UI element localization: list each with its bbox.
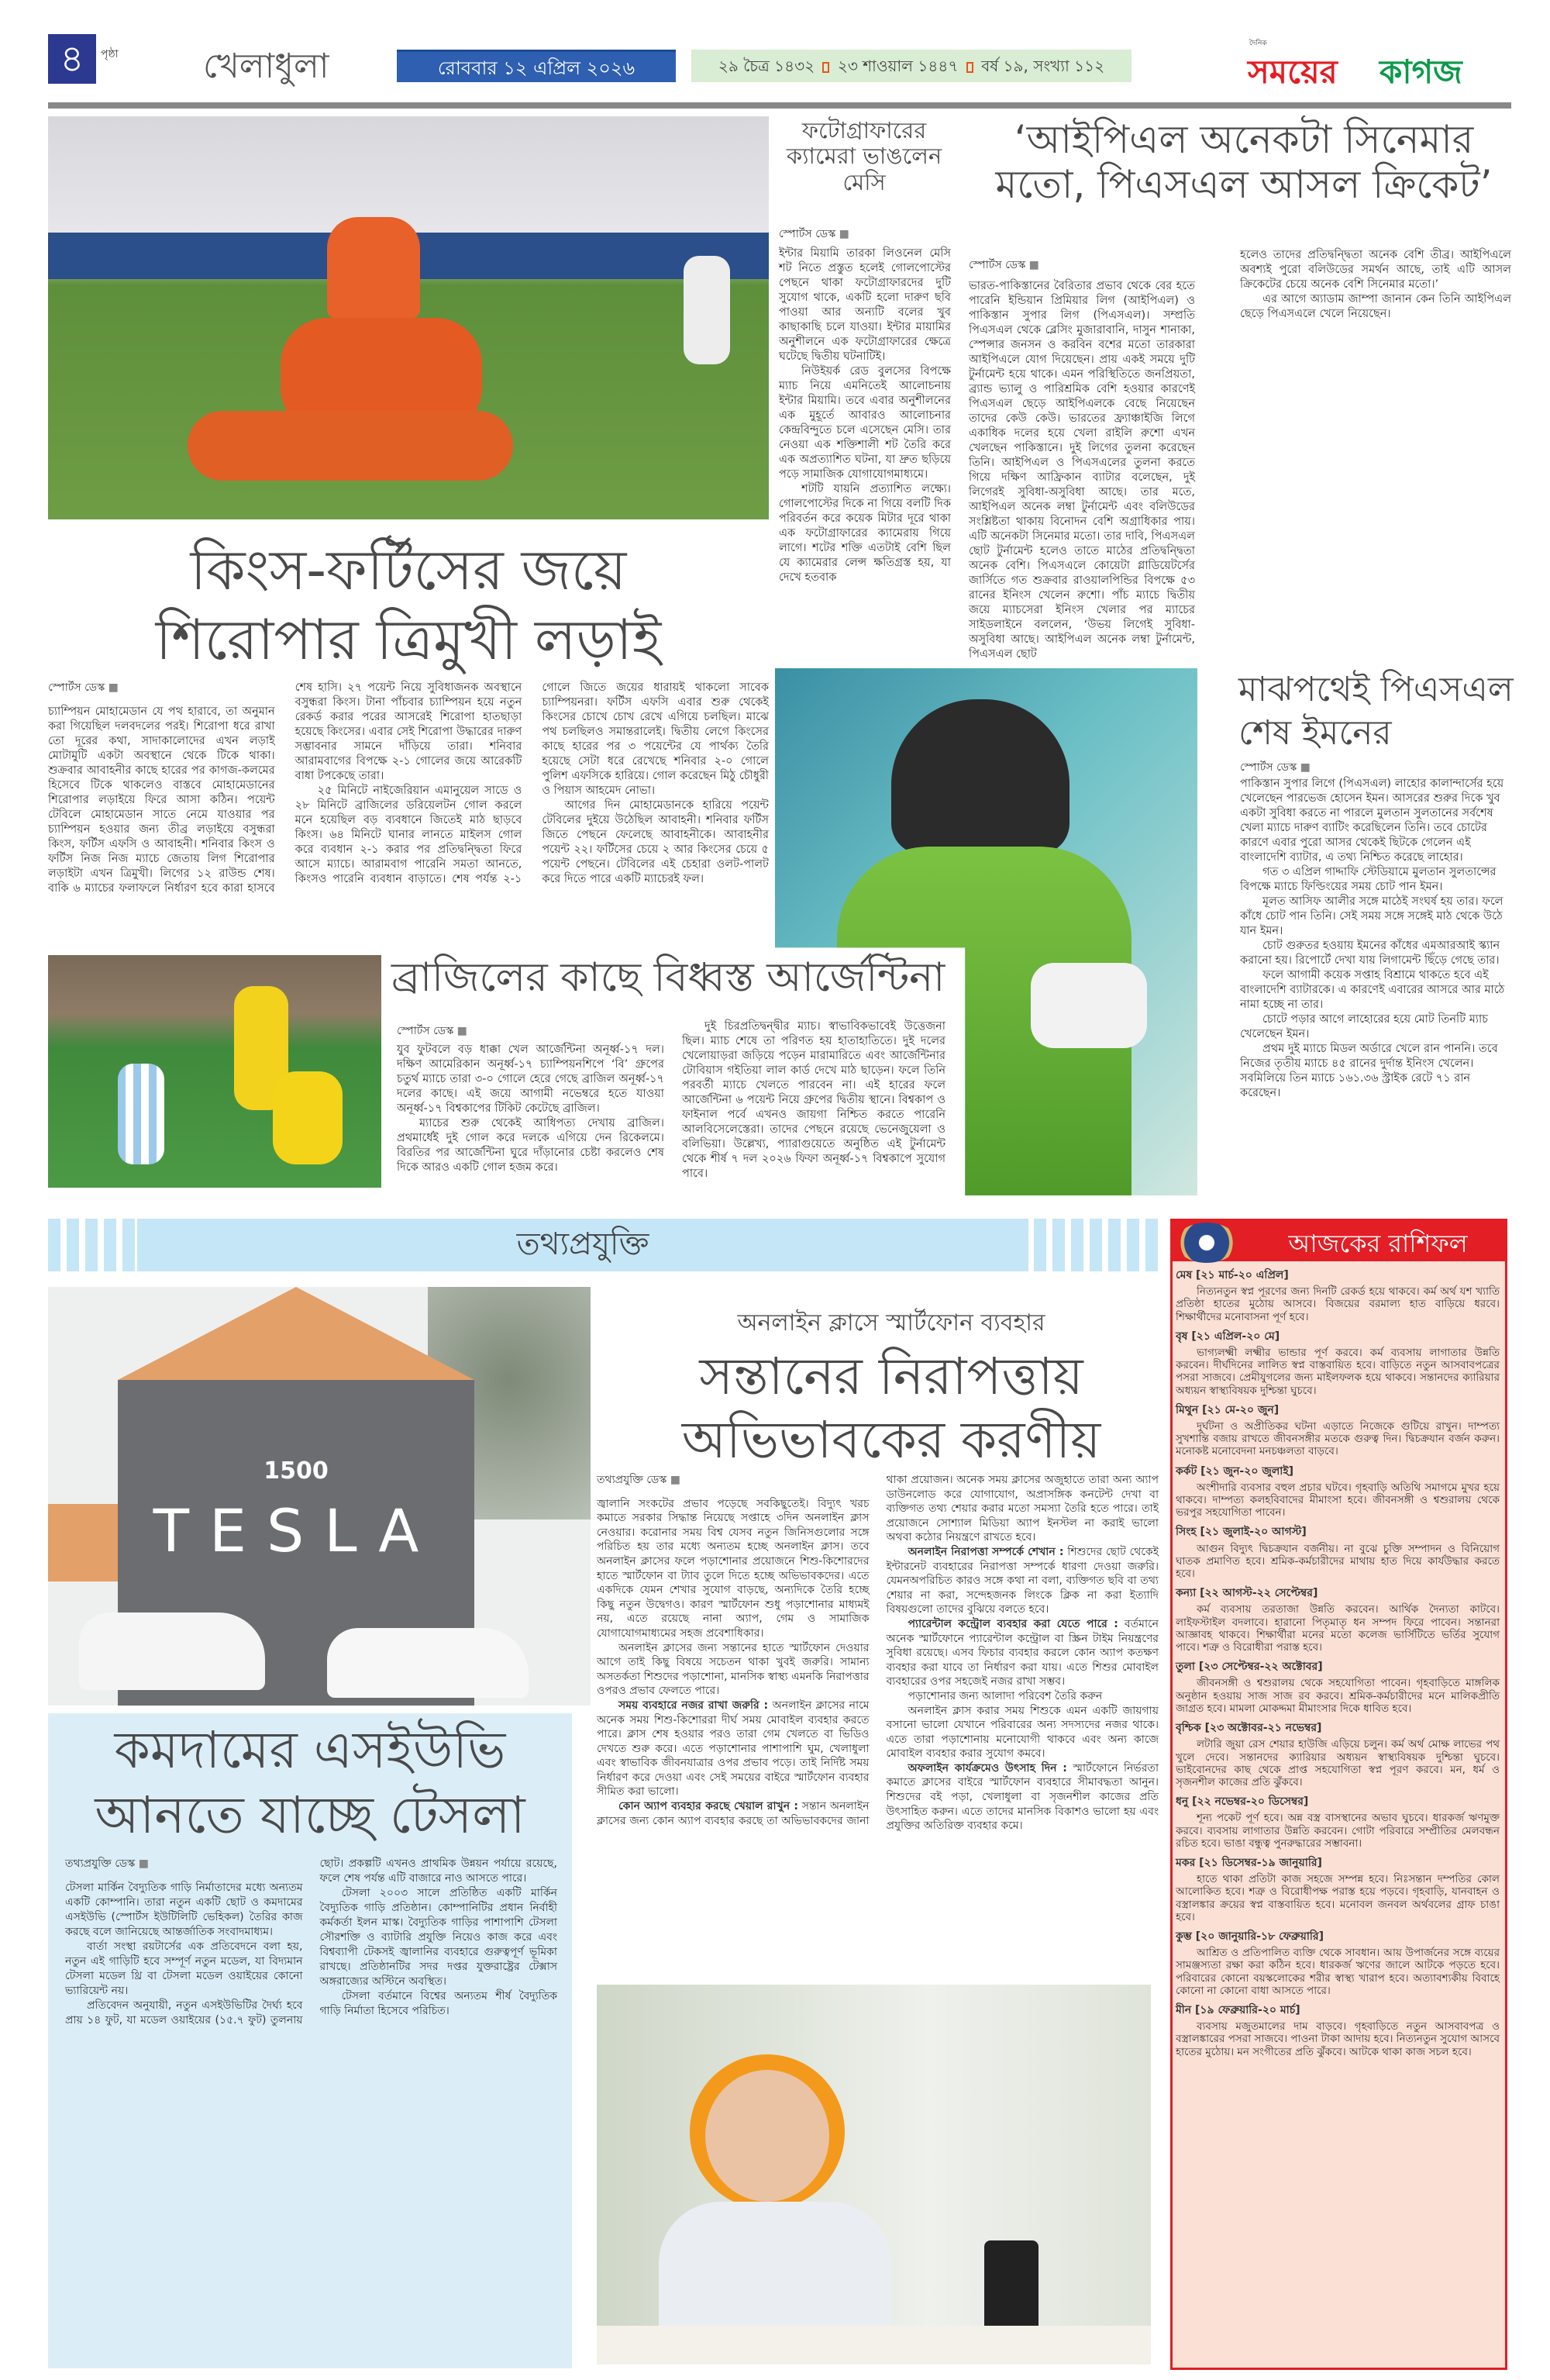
issue-box [691, 50, 1132, 82]
zodiac-sign-name: তুলা [২৩ সেপ্টেম্বর-২২ অক্টোবর] [1176, 1661, 1323, 1674]
paragraph: এর আগে অ্যাডাম জাম্পা জানান কেন তিনি আইপিএল ছেড়ে পিএসএলে খেলে নিয়েছেন। [1240, 293, 1511, 320]
child-safety-kicker: অনলাইন ক্লাসে স্মার্টফোন ব্যবহার [737, 1309, 1045, 1337]
tesla-headline-line2: আনতে যাচ্ছে টেসলা [95, 1785, 525, 1845]
paragraph: গত ৩ এপ্রিল গাদ্দাফি স্টেডিয়ামে মুলতান সুলতান্সের বিপক্ষে ম্যাচে ফিল্ডিংয়ের সময় চোট পান ইমন। [1240, 866, 1497, 893]
horoscope-item [1176, 1404, 1500, 1458]
zodiac-sign-text: নিত্যনতুন স্বপ্ন পূরণের জন্য দিনটি রেকর্ড হয়ে থাকবে। কর্ম অর্থ যশ খ্যাতি প্রতিষ্ঠা হাতের মুঠোয় আসবে। বিজয়ের বরমাল্য হাত বাড়িয়ে ধরবে। শিক্ষার্থীদের মনোবাসনা পূর্ণ হবে। [1176, 1285, 1500, 1323]
kings-article-body [48, 681, 769, 929]
paragraph: ২৫ মিনিটে নাইজেরিয়ান এমানুয়েল সাডে ও ২৮ মিনিটে ব্রাজিলের ডরিয়েলটন গোল করলে মনে হয়েছিল বড় ব্যবধানে জিতেই মাঠ ছাড়বে কিংস। ৬৪ মিনিটে ঘানার লানতে মাইলস গোল করে ব্যবধান ২-১ করার পর প্রতিদ্বন্দ্বিতা ফিরে আসে ম্যাচে। আরামবাগ পারেনি সমতা আনতে, কিংসও পারেনি ব্যবধান বাড়াতে। শেষ পর্যন্ত ২-১ গোলে জিতে জয়ের ধারায়ই থাকলো সাবেক চ্যাম্পিয়নরা। ফর্টিস এফসি এবার শুরু থেকেই কিংসের চোখে চোখ রেখে এগিয়ে চলছিল। মাঝে পথ চলছিলও সমান্তরালেই। দ্বিতীয় লেগে কিংসের কাছে হারের পর ৩ পয়েন্টের যে পার্থক্য তৈরি হয়েছে সেটা ধরে রেখেছে শনিবার ২-০ গোলে পুলিশ এফসিকে হারিয়ে। গোল করেছেন মিঠু চৌধুরী ও পিয়াস আহমেদ নোভা। [294, 681, 769, 885]
paragraph: বার্তা সংস্থা রয়টার্সের এক প্রতিবেদনে বলা হয়, নতুন এই গাড়িটি হবে সম্পূর্ণ নতুন মডেল, যা বিদ্যমান টেসলা মডেল থ্রি বা টেসলা মডেল ওয়াইয়ের কোনো ভ্যারিয়েন্ট নয়। [65, 1940, 303, 1997]
tesla-article-body [65, 1857, 557, 2361]
horoscope-item [1176, 1857, 1500, 1923]
tech-section-banner [48, 1219, 1164, 1271]
zodiac-sign-text: জীবনসঙ্গী ও শ্বশুরালয় থেকে সহযোগিতা পাবেন। গৃহবাড়িতে মাঙ্গলিক অনুষ্ঠান হওয়ায় সাজ সাজ রব করবে। শ্রমিক-কর্মচারীদের মনে মালিকপ্রীতি জাগ্রত হবে। মামলা মোকদ্দমা মীমাংসার দিকে ধাবিত হবে। [1176, 1677, 1500, 1715]
paragraph [887, 1617, 1159, 1689]
brazil-argentina-photo [48, 955, 381, 1188]
subheading: কোন অ্যাপ ব্যবহার করছে খেয়াল রাখুন : [618, 1800, 798, 1813]
messi-headline: ফটোগ্রাফারের ক্যামেরা ভাঙলেন মেসি [786, 117, 942, 195]
tesla-article-box [48, 1713, 572, 2368]
zodiac-sign-name: সিংহ [২১ জুলাই-২০ আগস্ট] [1176, 1526, 1307, 1539]
date-box: রোববার ১২ এপ্রিল ২০২৬ [397, 50, 676, 82]
paragraph: চ্যাম্পিয়ন মোহামেডান যে পথ হারাবে, তা অনুমান করা গিয়েছিল দলবদলের পরই। শিরোপা ধরে রাখা তো দূরের কথা, সাদাকালোদের এখন লড়াই মোটামুটি একটা অবস্থানে থেকে টিকে থাকা। শুক্রবার আবাহনীর কাছে হারের পর কাগজ-কলমের হিসেবে টিকে থাকলেও বাস্তবে মোহামেডানের শিরোপার লড়াইয়ে ফিরে আসা কঠিন। পয়েন্ট টেবিলে মোহামেডান সাতে নেমে যাওয়ার পর চ্যাম্পিয়ন হওয়ার জন্য তীব্র লড়াইয়ে বসুন্ধরা কিংস, ফর্টিস এফসি ও আবাহনী। শনিবার কিংস ও ফর্টিস নিজ নিজ ম্যাচে জেতায় লিগ শিরোপার লড়াইটা এখন ত্রিমুখী। লিগের ১২ রাউন্ড শেষ। বাকি ৬ ম্যাচের ফলাফলে নির্ধারণ হবে কারা হাসবে শেষ হাসি। ২৭ পয়েন্ট নিয়ে সুবিধাজনক অবস্থানে বসুন্ধরা কিংস। টানা পাঁচবার চ্যাম্পিয়ন হয়ে নতুন রেকর্ড করার পরের আসরেই শিরোপা হাতছাড়া হয়েছে কিংসের। এবার সেই শিরোপা উদ্ধারের দারুণ সম্ভাবনার সামনে দাঁড়িয়ে তারা। শনিবার আরামবাগের বিপক্ষে ২-১ গোলের জয়ে আরেকটি বাধা টপকেছে তারা। [48, 681, 522, 895]
subheading: প্যারেন্টাল কন্ট্রোল ব্যবহার করা যেতে পারে : [908, 1617, 1118, 1630]
hijri-date: ২৩ শাওয়াল ১৪৪৭ [837, 57, 959, 75]
kings-headline-line1: কিংস-ফর্টিসের জয়ে [190, 537, 627, 602]
horoscope-list [1176, 1269, 1500, 2065]
zodiac-sign-text: ভাগ্যলক্ষ্মী লক্ষ্মীর ভান্ডার পূর্ণ করবে। কর্ম ব্যবসায় লাগাতার উন্নতি করবেন। দীর্ঘদিনের লালিত স্বপ্ন বাস্তবায়িত হবে। বাড়িতে নতুন আসবাবপত্রের পসরা সাজবে। প্রেমীযুগলের জন্য মাইলফলক হয়ে থাকবে। সন্তানদের ক্যারিয়ার অধ্যয়ন স্বাস্থ্যবিষয়ক দুশ্চিন্তা ঘুচবে। [1176, 1347, 1500, 1397]
tesla-headline [48, 1713, 572, 1848]
horoscope-item [1176, 1526, 1500, 1580]
paragraph: ইন্টার মিয়ামি তারকা লিওনেল মেসি শট নিতে প্রস্তুত হলেই গোলপোস্টের পেছনে থাকা ফটোগ্রাফারদের দুটি সুযোগ থাকে, একটি হলো দারুণ ছবি পাওয়া আর অন্যটি বলের খুব কাছাকাছি চলে যাওয়া। ইন্টার মায়ামির অনুশীলনে এক ফটোগ্রাফারের ক্ষেত্রে ঘটেছে দ্বিতীয় ঘটনাটিই। [779, 247, 951, 363]
separator-icon [966, 62, 973, 73]
paragraph: পড়াশোনার জন্য আলাদা পরিবেশ তৈরি করুন [908, 1689, 1103, 1702]
horoscope-title: আজকের রাশিফল [1288, 1229, 1468, 1258]
brazil-headline: ব্রাজিলের কাছে বিধ্বস্ত আর্জেন্টিনা [391, 954, 946, 1001]
zodiac-wheel-icon [1176, 1223, 1238, 1263]
paragraph [597, 1699, 870, 1799]
zodiac-sign-name: মীন [১৯ ফেব্রুয়ারি-২০ মার্চ] [1176, 2003, 1300, 2016]
child-safety-headline-line1: সন্তানের নিরাপত্তায় [699, 1347, 1083, 1406]
issue-number: বর্ষ ১৯, সংখ্যা ১১২ [981, 57, 1105, 75]
paragraph: চোটে পড়ার আগে লাহোরের হয়ে মোট তিনটি ম্যাচ খেলেছেন ইমন। [1240, 1013, 1488, 1040]
zodiac-sign-text: কর্ম ব্যবসায় তরতাজা উন্নতি করবেন। আর্থিক দৈন্যতা কাটবে। লাইফস্টাইল বদলাবে। হারানো পিতৃমাতৃ ধন সম্পদ ফিরে পাবেন। সন্তানরা আজ্ঞাবহ থাকবে। শিক্ষার্থীরা মনের মতো কলেজ ভার্সিটিতে ভর্তির সুযোগ পাবে। শত্রু ও বিরোধীরা পরাস্ত হবে। [1176, 1603, 1500, 1654]
paragraph: প্রতিবেদন অনুযায়ী, নতুন এসইউভিটির দৈর্ঘ্য হবে প্রায় ১৪ ফুট, যা মডেল ওয়াইয়ের (১৫.৭ ফুট) তুলনায় ছোট। প্রকল্পটি এখনও প্রাথমিক উন্নয়ন পর্যায়ে রয়েছে, ফলে শেষ পর্যন্ত এটি বাজারে নাও আসতে পারে। [65, 1857, 557, 2026]
child-safety-article-body [597, 1473, 1159, 1977]
section-title: খেলাধুলা [203, 47, 329, 86]
logo-part1: সময়ের [1248, 53, 1338, 91]
zodiac-sign-text: হাতে থাকা প্রতিটা কাজ সহজে সম্পন্ন হবে। নিঃসন্তান দম্পতির কোল আলোকিত হবে। শত্রু ও বিরোধীপক্ষ পরাস্ত হয়ে পড়বে। গৃহবাড়ি, যানবাহন ও বস্ত্রালঙ্কার ক্রয়ের স্বপ্ন বাস্তবায়িত হবে। মনোবল জনবল অর্থবলের গ্রাফ চাঙা হবে। [1176, 1873, 1500, 1923]
tesla-store-photo [48, 1287, 591, 1706]
emon-article-body [1240, 777, 1507, 1101]
horoscope-item [1176, 1795, 1500, 1850]
header-rule [48, 102, 1511, 109]
ipl-byline: স্পোর্টস ডেস্ক ■ [969, 256, 1039, 274]
emon-byline: স্পোর্টস ডেস্ক ■ [1240, 758, 1311, 777]
paragraph-text: সন্তান অনলাইন ক্লাসের জন্য কোন অ্যাপ ব্যবহার করছে তা অভিভাবকদের জানা থাকা প্রয়োজন। অনেক সময় ক্লাসের অজুহাতে তারা অন্য অ্যাপ ডাউনলোড করে যোগাযোগ, অপ্রাসঙ্গিক কনটেন্ট দেখা বা ব্যক্তিগত তথ্য শেয়ার করার মতো সমস্যা তৈরি হতে পারে। তাই প্রয়োজনে সোশ্যাল মিডিয়া অ্যাপ ইনস্টল না করাই ভালো অথবা কঠোর নিয়ন্ত্রণে রাখতে হবে। [597, 1474, 1159, 1827]
zodiac-sign-name: বৃষ [২১ এপ্রিল-২০ মে] [1176, 1330, 1280, 1343]
zodiac-sign-text: ব্যবসায় মজুতমালের দাম বাড়বে। গৃহবাড়িতে নতুন আসবাবপত্র ও বস্ত্রালঙ্কারের পসরা সাজবে। পাওনা টাকা আদায় হবে। নিত্যনতুন সুযোগ আসবে হাতের মুঠোয়। মন সংগীতের প্রতি ঝুঁকবে। আটকে থাকা কাজ সচল হবে। [1176, 2020, 1500, 2058]
paragraph: প্রথম দুই ম্যাচে মিডল অর্ডারে খেলে রান পাননি। তবে নিজের তৃতীয় ম্যাচে ৪৫ রানের দুর্দান্ত ইনিংস খেলেন। সবমিলিয়ে তিন ম্যাচে ১৬১.৩৬ স্ট্রাইক রেটে ৭১ রান করেছেন। [1240, 1043, 1498, 1099]
paragraph: অনলাইন ক্লাস করার সময় শিশুকে এমন একটি জায়গায় বসানো ভালো যেখানে পরিবারের অন্য সদস্যদের নজর থাকে। এতে তারা পড়াশোনায় মনোযোগী থাকবে এবং অন্য কাজে মোবাইল ব্যবহার করার সুযোগ কমবে। [886, 1704, 1159, 1761]
zodiac-sign-name: ধনু [২২ নভেম্বর-২০ ডিসেম্বর] [1176, 1795, 1309, 1809]
page-number-box: ৪ [48, 34, 96, 84]
zodiac-sign-text: শূন্য পকেট পূর্ণ হবে। অন্ন বস্ত্র বাসস্থানের অভাব ঘুচবে। ধারকর্জ ঋণমুক্ত করবে। ব্যবসায় লাগাতার উন্নতি করবেন। গোটা পরিবারে সম্প্রীতির মেলবন্ধন রচিত হবে। ভাঙা বন্ধুত্ব পুনরুদ্ধারের সম্ভাবনা। [1176, 1812, 1500, 1850]
paragraph: আগের দিন মোহামেডানকে হারিয়ে পয়েন্ট টেবিলের দুইয়ে উঠেছিল আবাহনী। শনিবার ফর্টিস জিতে পেছনে ফেলেছে আবাহনীকে। আবাহনীর পয়েন্ট ২২। ফর্টিসের চেয়ে ২ আর কিংসের চেয়ে ৫ পয়েন্ট পেছনে। টেবিলের এই চেহারা ওলট-পালট করে দিতে পারে একটি ম্যাচেরই ফল। [542, 799, 769, 885]
paragraph: মূলত আসিফ আলীর সঙ্গে মাঠেই সংঘর্ষ হয় তার। ফলে কাঁধে চোট পান তিনি। সেই সময় সঙ্গে সঙ্গেই মাঠ থেকে উঠে যান ইমন। [1240, 895, 1504, 937]
subheading: সময় ব্যবহারে নজর রাখা জরুরি : [618, 1699, 769, 1712]
zodiac-sign-name: মিথুন [২১ মে-২০ জুন] [1176, 1403, 1280, 1416]
subheading: অফলাইন কার্যক্রমেও উৎসাহ দিন : [908, 1761, 1067, 1775]
paragraph: ম্যাচের শুরু থেকেই আধিপত্য দেখায় ব্রাজিল। প্রথমার্ধেই দুই গোল করে দলকে এগিয়ে দেন রিকেলমে। বিরতির পর আর্জেন্টিনা ঘুরে দাঁড়ানোর চেষ্টা করলেও শেষ দিকে আরও একটি গোল হজম করে। [397, 1117, 664, 1174]
child-safety-headline [620, 1345, 1162, 1472]
paragraph: পাকিস্তান সুপার লিগে (পিএসএল) লাহোর কালান্দার্সের হয়ে খেলেছেন পারভেজ হোসেন ইমন। আসরের শুরুর দিকে খুব একটা সুবিধা করতে না পারলে মুলতান সুলতানের সর্বশেষ খেলা ম্যাচে দারুণ ব্যাটিং করেছিলেন তিনি। তবে চোটের কারণে এবার পুরো আসর থেকেই ছিটকে গেলেন এই বাংলাদেশি ব্যাটার, এ তথ্য নিশ্চিত করেছে লাহোর। [1240, 778, 1504, 864]
zodiac-sign-name: কন্যা [২২ আগস্ট-২২ সেপ্টেম্বর] [1176, 1587, 1318, 1600]
messi-byline: স্পোর্টস ডেস্ক ■ [779, 225, 849, 243]
paragraph-text: স্মার্টফোনে নির্ভরতা কমাতে ক্লাসের বাইরে স্মার্টফোন ব্যবহারে সীমাবদ্ধতা আনুন। শিশুদের বই পড়া, খেলাধুলা বা সৃজনশীল কাজের প্রতি উৎসাহিত করুন। এতে তাদের মানসিক বিকাশও ভালো হয় এবং প্রযুক্তির অতিরিক্ত ব্যবহার কমে। [886, 1761, 1159, 1833]
paragraph: দুই চিরপ্রতিদ্বন্দ্বীর ম্যাচ। স্বাভাবিকভাবেই উত্তেজনা ছিল। ম্যাচ শেষে তা পরিণত হয় হাতাহাতিতে। দুই দলের খেলোয়াড়রা জড়িয়ে পড়েন মারামারিতে এবং আর্জেন্টিনার টোবিয়াস গইতিয়া লাল কার্ড দেখে মাঠ ছাড়েন। ফলে তিনি পরবর্তী ম্যাচে খেলতে পারবেন না। এই হারের ফলে আর্জেন্টিনা ৬ পয়েন্ট নিয়ে গ্রুপের দ্বিতীয় স্থানে। বিশ্বকাপ ও ফাইনাল পর্বে এখনও জায়গা নিশ্চিত করতে পারেনি আলবিসেলেস্তেরা। তাদের পেছনে রয়েছে ভেনেজুয়েলা ও বলিভিয়া। উল্লেখ্য, প্যারাগুয়েতে অনুষ্ঠিত এই টুর্নামেন্ট থেকে শীর্ষ ৭ দল ২০২৬ ফিফা অনূর্ধ্ব-১৭ বিশ্বকাপে সুযোগ পাবে। [682, 1020, 946, 1180]
tesla-headline-line1: কমদামের এসইউভি [114, 1720, 506, 1780]
messi-article-body [779, 247, 951, 585]
tesla-byline: তথ্যপ্রযুক্তি ডেস্ক ■ [65, 1857, 303, 1871]
newspaper-logo[interactable] [1248, 37, 1504, 91]
horoscope-header [1173, 1221, 1505, 1261]
zodiac-sign-name: বৃশ্চিক [২৩ অক্টোবর-২১ নভেম্বর] [1176, 1722, 1322, 1735]
ipl-headline: ‘আইপিএল অনেকটা সিনেমার মতো, পিএসএল আসল ক্রিকেট’ [995, 117, 1493, 207]
zodiac-sign-text: লটারি জুয়া রেস শেয়ার হাউজি এড়িয়ে চলুন। কর্ম অর্থ মোক্ষ লাভের পথ খুলে দেবে। সন্তানদের ক্যারিয়ার অধ্যয়ন স্বাস্থ্যবিষয়ক দুশ্চিন্তা ঘুচবে। ভাইবোনদের কাছ থেকে প্রাপ্ত সহযোগিতা স্বপ্ন পূরণ করবে। মন, ধর্ম ও সৃজনশীল কাজের প্রতি ঝুঁকবে। [1176, 1738, 1500, 1788]
zodiac-sign-name: মকর [২১ ডিসেম্বর-১৯ জানুয়ারি] [1176, 1856, 1322, 1869]
horoscope-item [1176, 1661, 1500, 1715]
horoscope-item [1176, 1465, 1500, 1519]
child-safety-byline: তথ্যপ্রযুক্তি ডেস্ক ■ [597, 1473, 870, 1488]
separator-icon [822, 62, 829, 73]
logo-part2: কাগজ [1380, 53, 1462, 91]
paragraph-text: বর্তমানে অনেক স্মার্টফোনে প্যারেন্টাল কন্ট্রোল বা স্ক্রিন টাইম নিয়ন্ত্রণের সুবিধা রয়েছে। এসব ফিচার ব্যবহার করলে কোন অ্যাপ কতক্ষণ ব্যবহার করা যাবে তা নির্ধারণ করা যায়। এতে শিশুর মোবাইল ব্যবহারের ওপর সহজেই নজর রাখা সম্ভব। [886, 1617, 1159, 1688]
tesla-sign: TESLA [153, 1496, 439, 1565]
zodiac-sign-text: দুর্ঘটনা ও অপ্রীতিকর ঘটনা এড়াতে নিজেকে গুটিয়ে রাখুন। দাম্পত্য সুখশান্তি বজায় রাখতে জীবনসঙ্গীর মতকে গুরুত্ব দিন। দ্বিচক্রযান বর্জন করুন। মনোকষ্ট মনোবেদনা মনচঞ্চলতা বাড়বে। [1176, 1420, 1500, 1458]
horoscope-item [1176, 1722, 1500, 1788]
paragraph: অনলাইন ক্লাসের জন্য সন্তানের হাতে স্মার্টফোন দেওয়ার আগে তাই কিছু বিষয়ে সচেতন থাকা খুবই জরুরি। সামান্য অসতর্কতা শিশুদের পড়াশোনা, মানসিক স্বাস্থ্য এমনকি নিরাপত্তার ওপরও প্রভাব ফেলতে পারে। [597, 1641, 870, 1698]
logo-small-text: দৈনিক [1249, 40, 1267, 47]
paragraph: টেসলা ২০০৩ সালে প্রতিষ্ঠিত একটি মার্কিন বৈদ্যুতিক গাড়ি প্রতিষ্ঠান। কোম্পানিটির প্রধান নির্বাহী কর্মকর্তা ইলন মাস্ক। বৈদ্যুতিক গাড়ির পাশাপাশি টেসলা সৌরশক্তি ও ব্যাটারি প্রযুক্তি নিয়েও কাজ করে এবং বিশ্বব্যাপী টেকসই জ্বালানির ব্যবহারে গুরুত্বপূর্ণ ভূমিকা রাখছে। প্রতিষ্ঠানটির সদর দপ্তর যুক্তরাষ্ট্রের টেক্সাস অঙ্গরাজ্যের অস্টিনে অবস্থিত। [319, 1887, 557, 1988]
paragraph: ফলে আগামী কয়েক সপ্তাহ বিশ্রামে থাকতে হবে এই বাংলাদেশি ব্যাটারকে। এ কারণেই এবারের আসরে আর মাঠে নামা হচ্ছে না তার। [1240, 969, 1505, 1011]
horoscope-box [1170, 1219, 1507, 2370]
subheading: অনলাইন নিরাপত্তা সম্পর্কে শেখান : [908, 1545, 1064, 1558]
paragraph-text: অনলাইন ক্লাসের নামে অনেক সময় শিশু-কিশোররা দীর্ঘ সময় মোবাইল ব্যবহার করতে পারে। ক্লাস শেষ হওয়ার পরও তারা গেম খেলতে বা ভিডিও দেখতে শুরু করে। এতে পড়াশোনার পাশাপাশি ঘুম, খেলাধুলা এবং স্বাভাবিক জীবনযাত্রার ওপর প্রভাব পড়ে। তাই নির্দিষ্ট সময় নির্ধারণ করে দেওয়া এবং সেই সময়ের বাইরে স্মার্টফোন ব্যবহার সীমিত করা ভালো। [597, 1699, 870, 1799]
paragraph: টেসলা মার্কিন বৈদ্যুতিক গাড়ি নির্মাতাদের মধ্যে অন্যতম একটি কোম্পানি। তারা নতুন একটি ছোট ও কমদামের এসইউভি (স্পোর্টস ইউটিলিটি ভেহিকল) তৈরির কাজ করছে বলে জানিয়েছে আন্তর্জাতিক সংবাদমাধ্যম। [65, 1882, 303, 1938]
brazil-article-col2 [682, 1019, 946, 1181]
paragraph: শটটি যায়নি প্রত্যাশিত লক্ষ্যে। গোলপোস্টের দিকে না গিয়ে বলটি দিক পরিবর্তন করে কয়েক মিটার দূরে থাকা এক ফটোগ্রাফারের ক্যামেরায় গিয়ে লাগে। শটের শক্তি এতটাই বেশি ছিল যে ক্যামেরার লেন্স ক্ষতিগ্রস্ত হয়, যা দেখে হতবাক [779, 483, 951, 584]
emon-headline: মাঝপথেই পিএসএল শেষ ইমনের [1238, 670, 1514, 753]
tech-banner-label: তথ্যপ্রযুক্তি [137, 1219, 1028, 1271]
zodiac-sign-name: কুম্ভ [২০ জানুয়ারি-১৮ ফেব্রুয়ারি] [1176, 1930, 1324, 1943]
kings-headline-line2: শিরোপার ত্রিমুখী লড়াই [155, 607, 662, 672]
brazil-byline: স্পোর্টস ডেস্ক ■ [397, 1022, 467, 1040]
page-label: পৃষ্ঠা [101, 48, 119, 60]
paragraph [887, 1545, 1159, 1617]
paragraph: হলেও তাদের প্রতিদ্বন্দ্বিতা অনেক বেশি তীব্র। আইপিএলে অবশ্যই পুরো বলিউডের সমর্থন আছে, তাই এটি আসল ক্রিকেটের চেয়ে অনেক বেশি সিনেমার মতো।’ [1240, 249, 1511, 291]
ipl-article-col2 [1240, 248, 1511, 322]
kings-byline: স্পোর্টস ডেস্ক ■ [48, 681, 275, 695]
football-celebration-photo [48, 116, 769, 519]
zodiac-sign-text: আশ্রিত ও প্রতিপালিত ব্যক্তি থেকে সাবধান। আয় উপার্জনের সঙ্গে ব্যয়ের সামঞ্জস্যতা রক্ষা করা কঠিন হবে। ধারকর্জ ঋণের জালে আটকে পড়তে হবে। পরিবারের কোনো বয়স্কলোকের শরীর স্বাস্থ্য খারাপ হবে। অত্যাবশ্যকীয় বিবাহে কোনো না কোনো বাধা আসতে পারে। [1176, 1947, 1500, 1997]
zodiac-sign-name: কর্কট [২১ জুন-২০ জুলাই] [1176, 1464, 1294, 1478]
zodiac-sign-text: আগুন বিদ্যুৎ দ্বিচক্রযান বর্জনীয়। না বুঝে চুক্তি সম্পাদন ও বিনিয়োগ ঘাতক প্রমাণিত হবে। শ্রমিক-কর্মচারীদের মাথায় হাত দিয়ে কার্যউদ্ধার করতে হবে। [1176, 1542, 1500, 1581]
horoscope-item [1176, 1330, 1500, 1397]
bangla-date: ২৯ চৈত্র ১৪৩২ [718, 57, 815, 75]
tesla-sign-number: 1500 [264, 1457, 329, 1485]
child-safety-headline-line2: অভিভাবকের করণীয় [681, 1410, 1101, 1470]
brazil-article-col1 [397, 1043, 664, 1175]
ipl-article-col1 [969, 279, 1195, 662]
zodiac-sign-name: মেষ [২১ মার্চ-২০ এপ্রিল] [1176, 1269, 1289, 1281]
paragraph: যুব ফুটবলে বড় ধাক্কা খেল আর্জেন্টিনা অনূর্ধ্ব-১৭ দল। দক্ষিণ আমেরিকান অনূর্ধ্ব-১৭ চ্যাম্পিয়নশিপে ‘বি’ গ্রুপের চতুর্থ ম্যাচে তারা ৩-০ গোলে হেরে গেছে ব্রাজিল অনূর্ধ্ব-১৭ দলের কাছে। এই জয়ে আগামী নভেম্বরে হতে যাওয়া অনূর্ধ্ব-১৭ বিশ্বকাপের টিকিট কেটেছে ব্রাজিল। [397, 1043, 664, 1115]
paragraph: নিউইয়র্ক রেড বুলসের বিপক্ষে ম্যাচ নিয়ে এমনিতেই আলোচনায় ইন্টার মিয়ামি। তবে এবার অনুশীলনের এক মুহূর্তে আবারও আলোচনার কেন্দ্রবিন্দুতে চলে এসেছেন মেসি। তার নেওয়া এক শক্তিশালী শট তৈরি করে এক অপ্রত্যাশিত ঘটনা, যা দ্রুত ছড়িয়ে পড়ে সামাজিক যোগাযোগমাধ্যমে। [779, 365, 951, 481]
horoscope-item [1176, 1587, 1500, 1654]
child-online-class-photo [597, 1985, 1151, 2364]
paragraph: চোট গুরুতর হওয়ায় ইমনের কাঁধের এমআরআই স্ক্যান করানো হয়। রিপোর্টে দেখা যায় লিগামেন্ট ছিঁড়ে গেছে তার। [1240, 940, 1500, 967]
kings-headline [48, 535, 769, 674]
horoscope-item [1176, 1930, 1500, 1997]
paragraph: টেসলা বর্তমানে বিশ্বের অন্যতম শীর্ষ বৈদ্যুতিক গাড়ি নির্মাতা হিসেবে পরিচিত। [319, 1990, 557, 2017]
zodiac-sign-text: অংশীদারি ব্যবসার বহুল প্রচার ঘটবে। গৃহবাড়ি অতিথি সমাগমে মুখর হয়ে থাকবে। দাম্পত্য কলহবিবাদের মীমাংসা হবে। জীবনসঙ্গী ও শ্বশুরালয় থেকে ভরপুর সহযোগিতা পাবেন। [1176, 1481, 1500, 1519]
paragraph: জ্বালানি সংকটের প্রভাব পড়েছে সবকিছুতেই। বিদ্যুৎ খরচ কমাতে সরকার সিদ্ধান্ত নিয়েছে সপ্তাহে ৩দিন অনলাইন ক্লাস নেওয়ার। করোনার সময় বিশ্ব যেসব নতুন জিনিসগুলোর সঙ্গে পরিচিত হয় তার মধ্যে অন্যতম হচ্ছে অনলাইন ক্লাস। তবে অনলাইন ক্লাসের ফলে পড়াশোনার প্রয়োজনে শিশু-কিশোরদের হাতে স্মার্টফোন বা ট্যাব তুলে দিতে হচ্ছে অভিভাবকদের। এতে একদিকে যেমন শেখার সুযোগ বাড়ছে, অন্যদিকে তৈরি হচ্ছে কিছু নতুন উদ্বেগও। কারণ স্মার্টফোন শুধু পড়াশোনার মাধ্যমই নয়, এতে রয়েছে নানা অ্যাপ, গেম ও সামাজিক যোগাযোগমাধ্যমের সহজ প্রবেশাধিকার। [597, 1497, 870, 1640]
horoscope-item [1176, 1269, 1500, 1323]
paragraph: ভারত-পাকিস্তানের বৈরিতার প্রভাব থেকে বের হতে পারেনি ইন্ডিয়ান প্রিমিয়ার লিগ (আইপিএল) ও পাকিস্তান সুপার লিগ (পিএসএল)। সম্প্রতি পিএসএল থেকে ব্লেসিং মুজারাবানি, দাসুন শানাকা, স্পেন্সার জনসন ও করবিন বশের মতো তারকারা আইপিএলে যোগ দিয়েছেন। প্রায় একই সময়ে দুটি টুর্নামেন্ট হয়ে থাকে। এমন পরিস্থিতিতে জনপ্রিয়তা, ব্র্যান্ড ভ্যালু ও পারিশ্রমিক বেশি হওয়ার কারণেই পিএসএল ছেড়ে আইপিএলকে বেছে নিয়েছেন তাদের কেউ কেউ। ভারতের ফ্র্যাঞ্চাইজি লিগে একাধিক দলের হয়ে খেলা রাইলি রুশো এখন খেলছেন পাকিস্তানে। দুই লিগের তুলনা করেছেন তিনি। আইপিএল ও পিএসএলের তুলনা করতে গিয়ে দক্ষিণ আফ্রিকান ব্যাটার বলেছেন, দুই লিগেরই সুবিধা-অসুবিধা আছে। তার মতে, আইপিএল অনেক লম্বা টুর্নামেন্ট এবং বলিউডের সংশ্লিষ্টতা থাকায় বিনোদন বেশি অগ্রাধিকার পায়। এটি অনেকটা সিনেমার মতো। তার দাবি, পিএসএল ছোট টুর্নামেন্ট হলেও তাতে মাঠের প্রতিদ্বন্দ্বিতা অনেক বেশি। পিএসএলে কোয়েটা গ্লাডিয়েটর্সের জার্সিতে গত শুক্রবার রাওয়ালপিন্ডির বিপক্ষে ৫৩ রানের ইনিংস খেলেন রুশো। পাঁচ ম্যাচে দ্বিতীয় জয়ে ম্যাচসেরা ইনিংস খেলার পর ম্যাচের সাইডলাইনে বললেন, ‘উভয় লিগেই সুবিধা-অসুবিধা আছে। আইপিএল অনেক লম্বা টুর্নামেন্ট, পিএসএল ছোট [969, 280, 1195, 661]
paragraph-text: শিশুদের ছোট থেকেই ইন্টারনেট ব্যবহারের নিরাপত্তা সম্পর্কে ধারণা দেওয়া জরুরি। যেমনঅপরিচিত কারও সঙ্গে কথা না বলা, ব্যক্তিগত ছবি বা তথ্য শেয়ার না করা, সন্দেহজনক লিংকে ক্লিক না করা ইত্যাদি বিষয়গুলো তাদের বুঝিয়ে বলতে হবে। [886, 1545, 1159, 1616]
paragraph [887, 1761, 1159, 1833]
horoscope-item [1176, 2004, 1500, 2058]
